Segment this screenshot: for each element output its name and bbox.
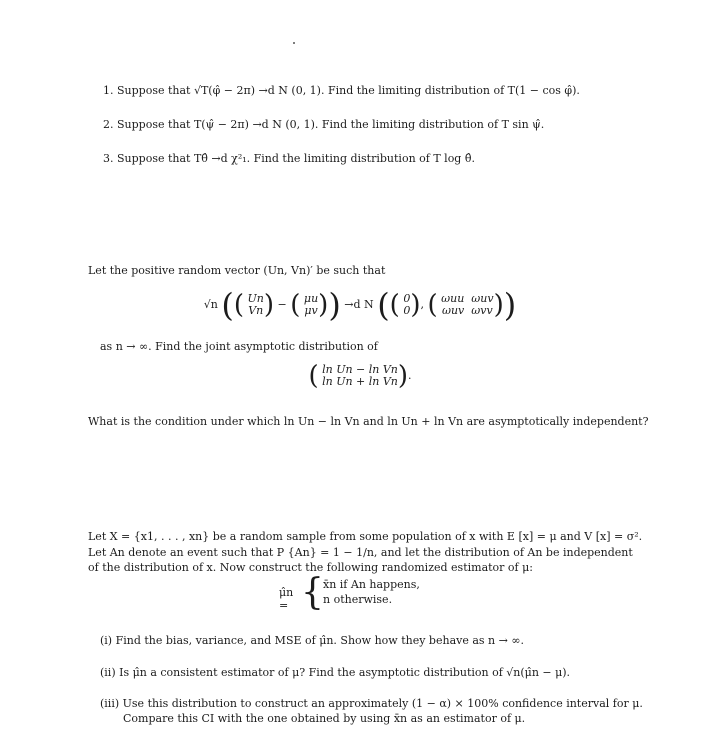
part-ii: (ii) Is μ̂n a consistent estimator of μ? Find the asymptotic distribution of √n(μ̂n − μ). [100, 666, 571, 679]
covariance-matrix: ωuu ωuv ωuv ωvv [441, 292, 494, 317]
joint-after: as n → ∞. Find the joint asymptotic distribution of [100, 340, 378, 353]
vector-uv: Un Vn [247, 292, 264, 317]
problem-3: 3. Suppose that Tθ̂ →d χ²₁. Find the limiting distribution of T log θ̂. [103, 152, 475, 165]
estimator-line-2: Let An denote an event such that P {An} = 1 − 1/n, and let the distribution of An be independent [88, 546, 633, 559]
part-iii-cont: Compare this CI with the one obtained by using x̄n as an estimator of μ. [123, 712, 526, 725]
joint-intro: Let the positive random vector (Un, Vn)′ be such that [88, 264, 386, 277]
speck-mark [293, 42, 295, 44]
problem-1: 1. Suppose that √T(φ̂ − 2π) →d N (0, 1). Find the limiting distribution of T(1 − cos φ̂). [103, 84, 580, 97]
estimator-line-3: of the distribution of x. Now construct the following randomized estimator of μ: [88, 561, 533, 574]
part-i: (i) Find the bias, variance, and MSE of μ̂n. Show how they behave as n → ∞. [100, 634, 524, 647]
log-vector: ( ln Un − ln Vn ln Un + ln Vn). [308, 361, 412, 391]
vector-zero: 0 0 [403, 292, 411, 317]
part-iii: (iii) Use this distribution to construct an approximately (1 − α) × 100% confidence interval for μ. [100, 697, 643, 710]
estimator-line-1: Let X = {x1, . . . , xn} be a random sample from some population of x with E [x] = μ and V [x] = σ². [88, 530, 643, 543]
independence-question: What is the condition under which ln Un − ln Vn and ln Un + ln Vn are asymptotically independent? [88, 415, 649, 428]
problem-2: 2. Suppose that T(ψ̂ − 2π) →d N (0, 1). Find the limiting distribution of T sin ψ̂. [103, 118, 545, 131]
joint-equation: √n (( Un Vn) − ( μu μv)) →d N (( 0 0), ( ωuu ωuv ωuv ωvv)) [203, 286, 517, 324]
vector-mu: μu μv [303, 292, 319, 317]
